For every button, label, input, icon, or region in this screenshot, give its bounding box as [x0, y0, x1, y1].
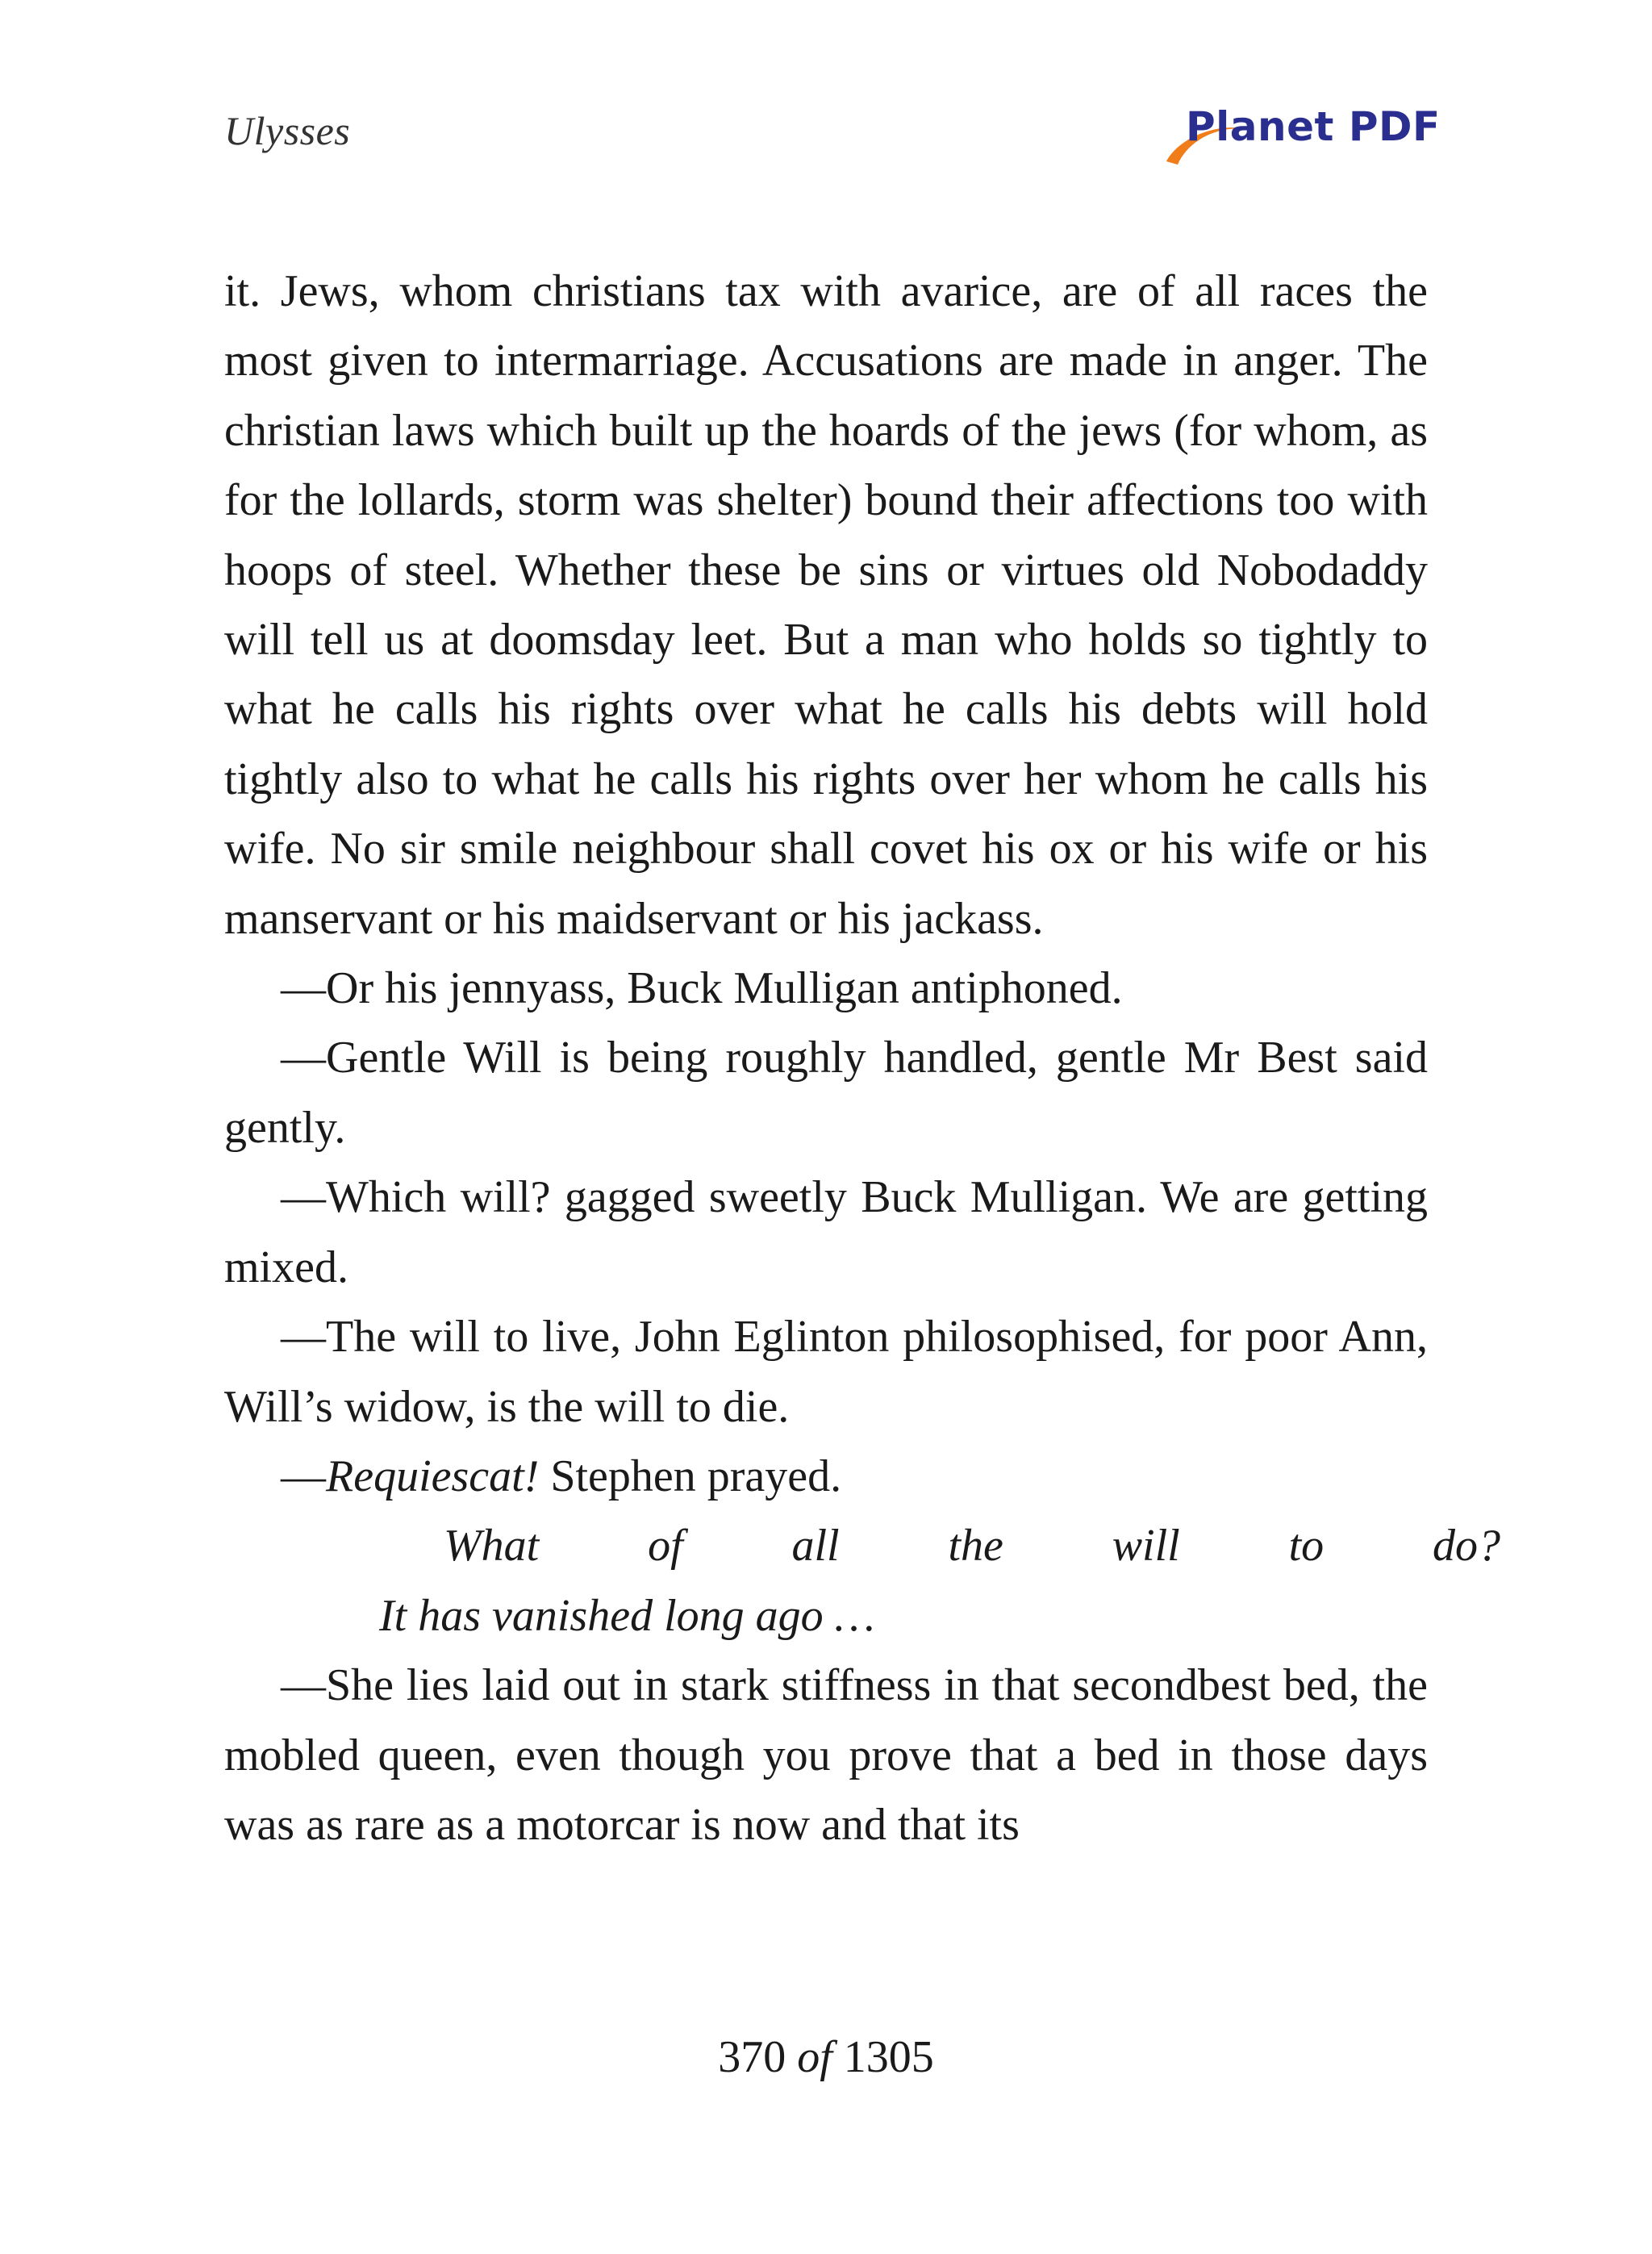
- verse-word: the: [948, 1521, 1003, 1572]
- verse-word: do?: [1432, 1521, 1500, 1572]
- paragraph: —Gentle Will is being roughly handled, gentle Mr Best said gently.: [224, 1033, 1428, 1153]
- dash: —: [281, 1450, 326, 1501]
- verse-word: will: [1112, 1521, 1180, 1572]
- logo-text: Planet PDF: [1186, 103, 1441, 150]
- planet-pdf-logo: [1162, 100, 1441, 173]
- verse-word: all: [791, 1521, 840, 1572]
- paragraph: —She lies laid out in stark stiffness in that secondbest bed, the mobled queen, even though you prove that a bed in those days was as rare as a motorcar is now and that its: [224, 1660, 1428, 1850]
- page-of: of: [797, 2032, 832, 2082]
- verse-line-2: It has vanished long ago …: [379, 1590, 875, 1641]
- verse-word: What: [444, 1521, 540, 1572]
- page-total: 1305: [843, 2032, 934, 2082]
- paragraph: —The will to live, John Eglinton philosophised, for poor Ann, Will’s widow, is the will to die.: [224, 1312, 1428, 1432]
- italic-word: Requiescat!: [326, 1450, 540, 1501]
- page-number: [0, 2031, 1652, 2083]
- paragraph: —Or his jennyass, Buck Mulligan antiphoned.: [281, 963, 1123, 1014]
- page-body: [224, 257, 1500, 1860]
- verse-line-1: [224, 1511, 1500, 1580]
- page-current: 370: [718, 2032, 786, 2082]
- running-title: Ulysses: [224, 108, 351, 153]
- paragraph: —Which will? gagged sweetly Buck Mulligan. We are getting mixed.: [224, 1172, 1428, 1292]
- verse-word: to: [1288, 1521, 1325, 1572]
- paragraph: [224, 1442, 1428, 1511]
- paragraph: it. Jews, whom christians tax with avarice, are of all races the most given to intermarriage. Accusations are made in anger. The christian laws which built up the hoards of the jews (for whom, as for the lollards, storm was shelter) bound their affections too with hoops of steel. Whether these be sins or virtues old Nobodaddy will tell us at doomsday leet. But a man who holds so tightly to what he calls his rights over what he calls his debts will hold tightly also to what he calls his rights over her whom he calls his wife. No sir smile neighbour shall covet his ox or his wife or his manservant or his maidservant or his jackass.: [224, 266, 1428, 944]
- verse-word: of: [648, 1521, 683, 1572]
- paragraph-rest: Stephen prayed.: [539, 1450, 842, 1501]
